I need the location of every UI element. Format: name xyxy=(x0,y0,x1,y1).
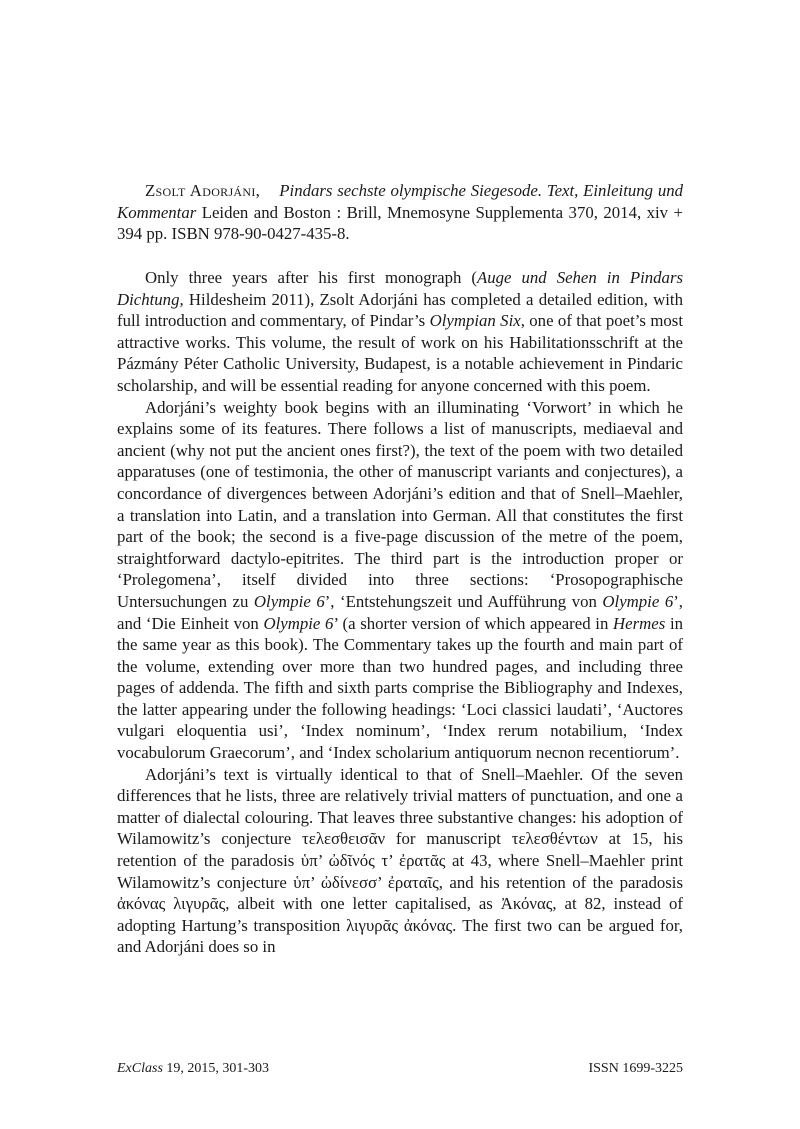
paragraph-1: Only three years after his first monograph (Auge und Sehen in Pindars Dichtung, Hildesheim 2011), Zsolt Adorjáni has completed a detailed edition, with full introduction and commentary, of Pindar’s Olympian Six, one of that poet’s most attractive works. This volume, the result of work on his Habilitationsschrift at the Pázmány Péter Catholic University, Budapest, is a notable achievement in Pindaric scholarship, and will be essential reading for anyone concerned with this poem. xyxy=(117,268,684,395)
journal-name: ExClass xyxy=(117,1061,163,1076)
italic-title: Auge und Sehen in Pindars Dichtung xyxy=(117,268,684,309)
italic-title: Hermes xyxy=(613,613,666,633)
journal-issue: 19, 2015, 301-303 xyxy=(166,1061,270,1076)
review-body xyxy=(117,267,683,958)
citation-author: Zsolt Adorjáni, xyxy=(145,181,261,200)
citation-details: Leiden and Boston : Brill, Mnemosyne Supplementa 370, 2014, xiv + 394 pp. ISBN 978-90-0427-435-8. xyxy=(117,202,683,244)
footer-journal-reference xyxy=(117,1060,269,1078)
italic-title: Olympie 6 xyxy=(253,591,325,611)
italic-title: Olympie 6 xyxy=(602,591,674,611)
paragraph-2: Adorjáni’s weighty book begins with an illuminating ‘Vorwort’ in which he explains some of its features. There follows a list of manuscripts, mediaeval and ancient (why not put the ancient ones first?), the text of the poem with two detailed apparatuses (one of testimonia, the other of manuscript variants and conjectures), a concordance of divergences between Adorjáni’s edition and that of Snell–Maehler, a translation into Latin, and a translation into German. All that constitutes the first part of the book; the second is a five-page discussion of the metre of the poem, straightforward dactylo-epitrites. The third part is the introduction proper or ‘Prolegomena’, itself divided into three sections: ‘Prosopographische Untersuchungen zu Olympie 6’, ‘Entstehungszeit und Aufführung von Olympie 6’, and ‘Die Einheit von Olympie 6’ (a shorter version of which appeared in Hermes in the same year as this book). The Commentary takes up the fourth and main part of the volume, extending over more than two hundred pages, and including three pages of addenda. The fifth and sixth parts comprise the Bibliography and Indexes, the latter appearing under the following headings: ‘Loci classici laudati’, ‘Auctores vulgari eloquentia usi’, ‘Index nominum’, ‘Index rerum notabilium, ‘Index vocabulorum Graecorum’, and ‘Index scholarium antiquorum necnon recentiorum’. xyxy=(117,397,684,763)
footer-issn: ISSN 1699-3225 xyxy=(588,1061,683,1076)
review-citation xyxy=(117,180,683,245)
italic-title: Olympian Six xyxy=(429,311,521,331)
paragraph-3: Adorjáni’s text is virtually identical to that of Snell–Maehler. Of the seven differences that he lists, three are relatively trivial matters of punctuation, and one a matter of dialectal colouring. That leaves three substantive changes: his adoption of Wilamowitz’s conjecture τελεσθεισᾶν for manuscript τελεσθέντων at 15, his retention of the paradosis ὑπ’ ὠδῖνός τ’ ἐρατᾶς at 43, where Snell–Maehler print Wilamowitz’s conjecture ὑπ’ ὠδίνεσσ’ ἐραταῖς, and his retention of the paradosis ἀκόνας λιγυρᾶς, albeit with one letter capitalised, as Ἀκόνας, at 82, instead of adopting Hartung’s transposition λιγυρᾶς ἀκόνας. The first two can be argued for, and Adorjáni does so in xyxy=(117,764,683,957)
italic-title: Olympie 6 xyxy=(263,613,334,633)
citation-book-title: Pindars sechste olympische Siegesode. Text, Einleitung und Kommentar xyxy=(117,181,683,222)
